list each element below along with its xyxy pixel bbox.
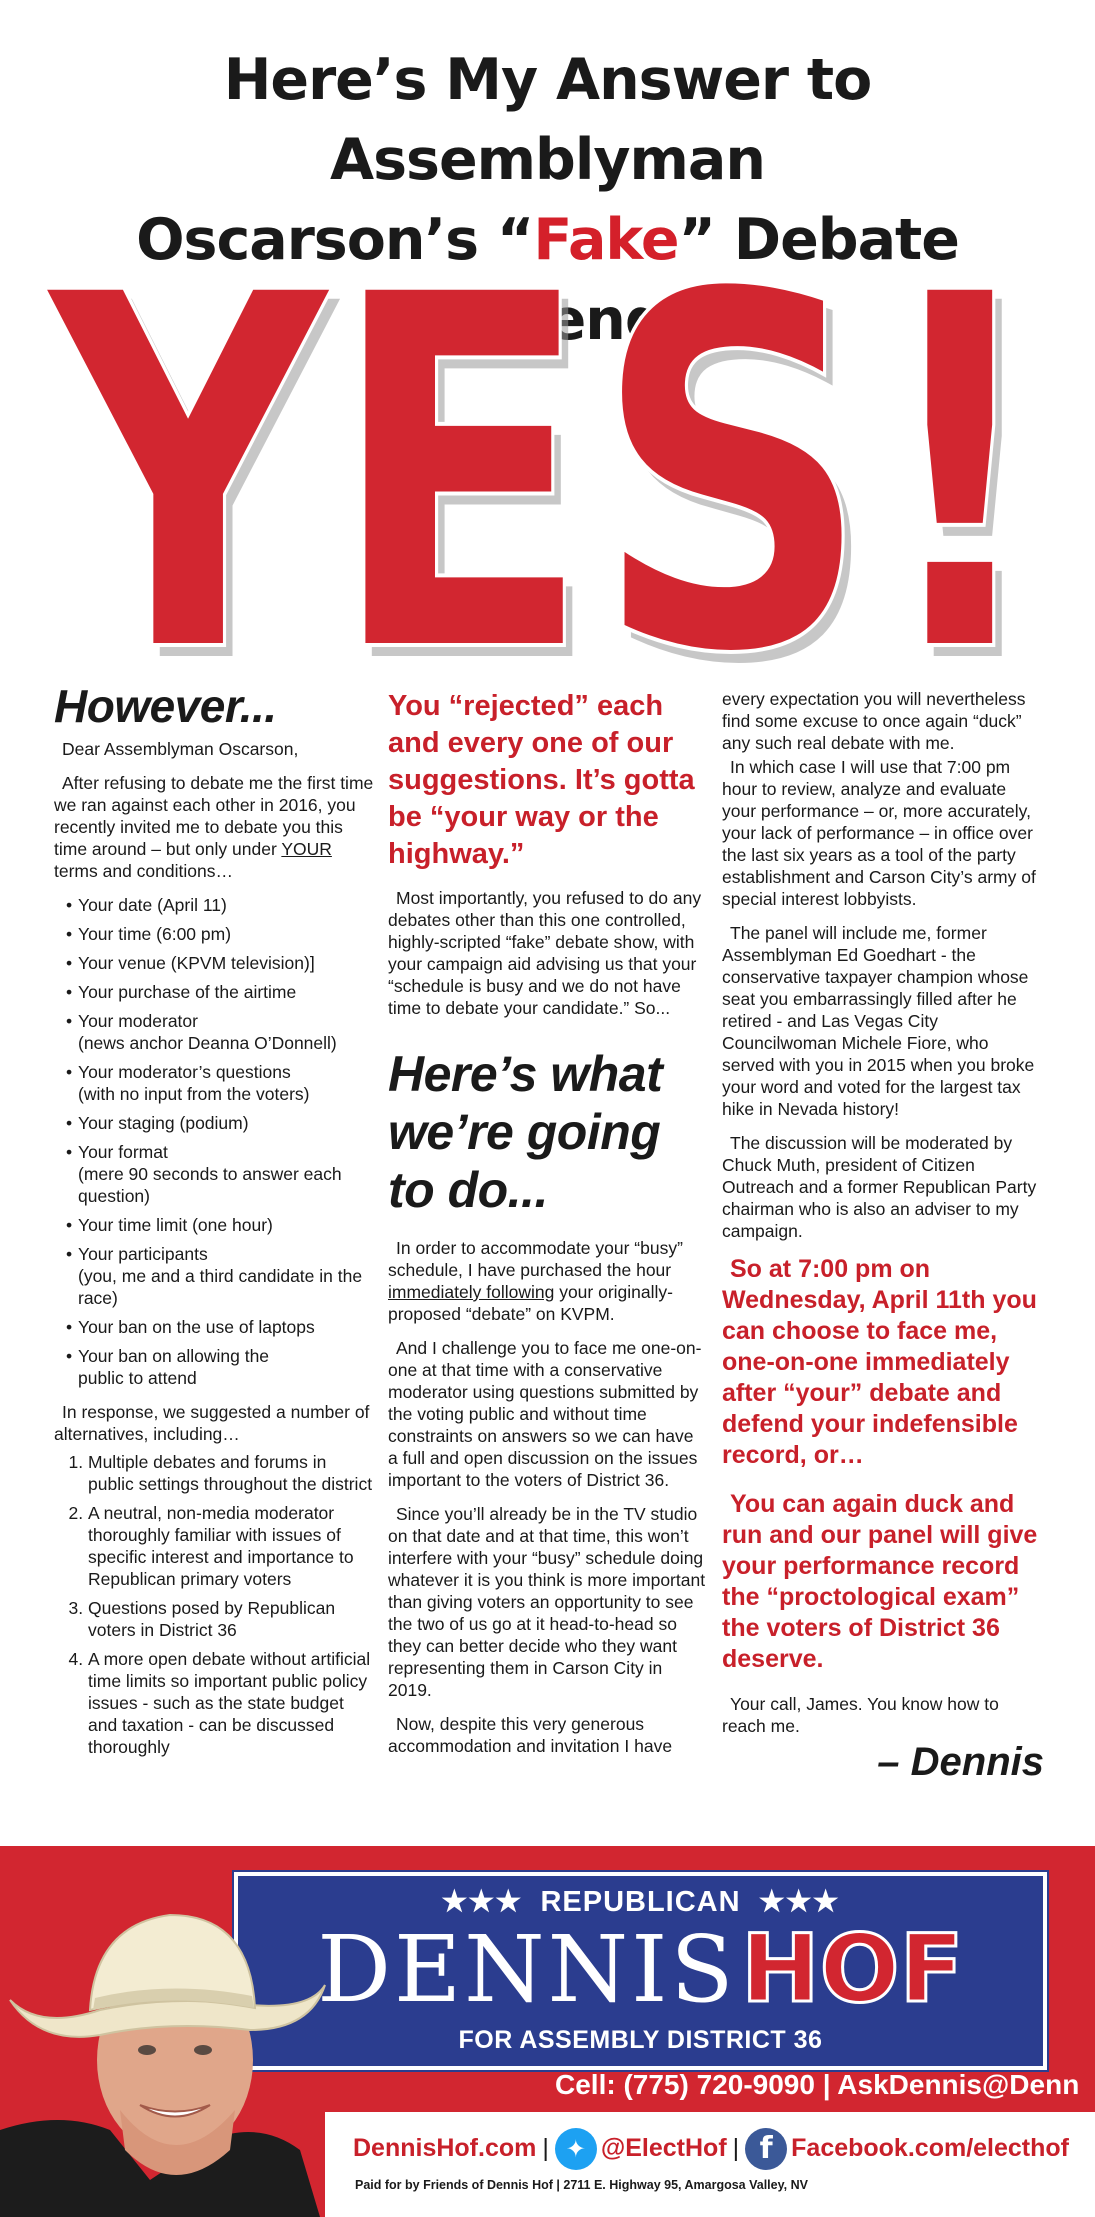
column-middle (388, 680, 708, 1769)
intro-text: After refusing to debate me the first time we ran against each other in 2016, you recently invited me to debate you this time around – but only under (54, 773, 374, 859)
however-heading: However... (54, 680, 277, 732)
headline-text: Oscarson’s “ (136, 207, 534, 273)
list-item: • Your date (April 11) (78, 894, 374, 916)
paragraph: The discussion will be moderated by Chuck Muth, president of Citizen Outreach and a former Republican Party chairman who is also an adviser to my campaign. (722, 1133, 1037, 1241)
intro-paragraph (54, 772, 374, 882)
social-links (353, 2124, 1069, 2172)
response-paragraph: In response, we suggested a number of alternatives, including… (54, 1402, 370, 1444)
contact-line: Cell: (775) 720-9090 | AskDennis@Denn (555, 2069, 1080, 2100)
red-alternative: You can again duck and run and our panel will give your performance record the “proctological exam” the voters of District 36 deserve. (722, 1490, 1038, 1673)
salutation: Dear Assemblyman Oscarson, (62, 739, 299, 759)
list-item: • Your time (6:00 pm) (78, 923, 374, 945)
yes-shadow: YES! (49, 205, 1057, 665)
signature: – Dennis (877, 1740, 1044, 1784)
first-name: DENNIS (317, 1916, 737, 2023)
list-item: • Your moderator’s questions (with no input from the voters) (78, 1061, 374, 1105)
facebook-icon: f (745, 2128, 787, 2170)
star-icon: ★★★ (441, 1886, 523, 1918)
divider: | (542, 2134, 549, 2162)
twitter-handle[interactable]: @ElectHof (600, 2134, 727, 2162)
headline-text: ” Debate Challenge (392, 207, 959, 353)
list-item: • Your participants (you, me and a third candidate in the race) (78, 1243, 374, 1309)
column-right (722, 688, 1044, 1784)
party-line (238, 1884, 1043, 1919)
list-item: • Your format (mere 90 seconds to answer each question) (78, 1141, 374, 1207)
paragraph: Most importantly, you refused to do any debates other than this one controlled, highly-scripted “fake” debate show, with your campaign aid advising us that your “schedule is busy and we do not have time to debate your candidate.” So... (388, 888, 702, 1018)
website-link[interactable]: DennisHof.com (353, 2134, 537, 2162)
intro-text: terms and conditions… (54, 861, 233, 881)
closing: Your call, James. You know how to reach me. (722, 1694, 999, 1736)
list-item: • Your time limit (one hour) (78, 1214, 374, 1236)
plan-heading: Here’s what we’re going to do... (388, 1046, 663, 1218)
paragraph: The panel will include me, former Assemblyman Ed Goedhart - the conservative taxpayer champion whose seat you embarrassingly filled after he retired - and Las Vegas City Councilwoman Michele Fiore, who served with you in 2015 when you broke your word and voted for the largest tax hike in Nevada history! (722, 923, 1035, 1119)
headline-line-1: Here’s My Answer to Assemblyman (223, 47, 872, 193)
list-item: 4. A more open debate without artificial time limits so important public policy issues - such as the state budget and taxation - can be discussed thoroughly (88, 1648, 374, 1758)
paragraph: In which case I will use that 7:00 pm hour to review, analyze and evaluate your performance – or, more accurately, your lack of performance – in office over the last six years as a tool of the party establishment and Carson City’s army of special interest lobbyists. (722, 757, 1036, 909)
paragraph: And I challenge you to face me one-on-one at that time with a conservative moderator using questions submitted by the voting public and without time constraints on answers so we can have a full and open discussion on the issues important to the voters of District 36. (388, 1338, 702, 1490)
list-item: • Your ban on allowing the public to attend (78, 1345, 374, 1389)
red-challenge: So at 7:00 pm on Wednesday, April 11th you can choose to face me, one-on-one immediately after “your” debate and defend your indefensible record, or… (722, 1255, 1037, 1469)
list-item: 3. Questions posed by Republican voters in District 36 (88, 1597, 374, 1641)
last-name: HOF (740, 1915, 964, 2024)
star-icon: ★★★ (758, 1886, 840, 1918)
party-label: REPUBLICAN (540, 1886, 741, 1918)
yes-text: YES! (41, 205, 1049, 665)
terms-list (54, 894, 374, 1389)
intro-your: YOUR (281, 839, 332, 859)
list-item: • Your purchase of the airtime (78, 981, 374, 1003)
district-label: FOR ASSEMBLY DISTRICT 36 (458, 2026, 823, 2054)
list-item: • Your moderator (news anchor Deanna O’Donnell) (78, 1010, 374, 1054)
rejected-heading: You “rejected” each and every one of our suggestions. It’s gotta be “your way or the highway.” (388, 690, 695, 870)
twitter-icon: ✦ (555, 2128, 597, 2170)
list-item: • Your venue (KPVM television)] (78, 952, 374, 974)
headline-fake-word: Fake (533, 207, 679, 273)
paragraph: every expectation you will nevertheless find some excuse to once again “duck” any such real debate with me. (722, 689, 1026, 753)
facebook-link[interactable]: Facebook.com/electhof (791, 2134, 1069, 2162)
paragraph: In order to accommodate your “busy” schedule, I have purchased the hour immediately following your originally-proposed “debate” on KVPM. (388, 1238, 683, 1324)
list-item: 2. A neutral, non-media moderator thoroughly familiar with issues of specific interest and importance to Republican primary voters (88, 1502, 374, 1590)
list-item: • Your staging (podium) (78, 1112, 374, 1134)
alternatives-list (54, 1451, 374, 1758)
paid-for-disclaimer: Paid for by Friends of Dennis Hof | 2711 E. Highway 95, Amargosa Valley, NV (355, 2178, 808, 2192)
list-item: • Your ban on the use of laptops (78, 1316, 374, 1338)
list-item: 1. Multiple debates and forums in public settings throughout the district (88, 1451, 374, 1495)
candidate-photo (0, 1880, 335, 2217)
paragraph: Since you’ll already be in the TV studio on that date and at that time, this won’t interfere with your “busy” schedule doing whatever it is you think is more important than giving voters an opportunity to see the two of us go at it head-to-head so they can better decide who they want representing them in Carson City in 2019. (388, 1504, 706, 1700)
campaign-logo-box (234, 1872, 1047, 2070)
yes-graphic (30, 205, 1070, 665)
column-left (54, 680, 374, 1765)
divider: | (732, 2134, 740, 2162)
paragraph: Now, despite this very generous accommodation and invitation I have (388, 1714, 673, 1756)
